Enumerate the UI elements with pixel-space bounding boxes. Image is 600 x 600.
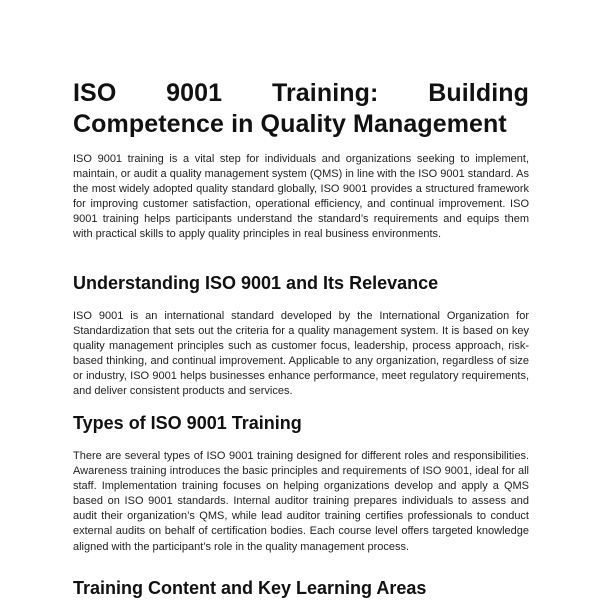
- section-heading: Types of ISO 9001 Training: [73, 413, 302, 433]
- section-heading: Understanding ISO 9001 and Its Relevance: [73, 273, 439, 293]
- intro-paragraph: ISO 9001 training is a vital step for individuals and organizations seeking to implement, maintain, or audit a quality management system (QMS) in line with the ISO 9001 standard. As the most widely adopted quality standard globally, ISO 9001 provides a structured framework for improving customer satisfaction, operational efficiency, and continual improvement. ISO 9001 training helps participants understand the standard’s requirements and equips them with practical skills to apply quality principles in real business environments.: [73, 153, 529, 241]
- section-heading: Training Content and Key Learning Areas: [73, 578, 427, 598]
- section-paragraph: There are several types of ISO 9001 training designed for different roles and responsibilities. Awareness training introduces the basic principles and requirements of ISO 9001, ideal for all staff. Implementation training focuses on helping organizations develop and apply a QMS based on ISO 9001 standards. Internal auditor training prepares individuals to assess and audit their organization’s QMS, while lead auditor training certifies professionals to conduct external audits on behalf of certification bodies. Each course level offers targeted knowledge aligned with the participant’s role in the quality management process.: [73, 450, 529, 553]
- document-title: ISO 9001 Training: Building Competence in Quality Management: [73, 79, 529, 138]
- section-paragraph: ISO 9001 is an international standard developed by the International Organization for Standardization that sets out the criteria for a quality management system. It is based on key quality management principles such as customer focus, leadership, process approach, risk- based thinking, and continual improvement. Applicable to any organization, regardless of size or industry, ISO 9001 helps businesses enhance performance, meet regulatory requirements, and deliver consistent products and services.: [73, 310, 529, 398]
